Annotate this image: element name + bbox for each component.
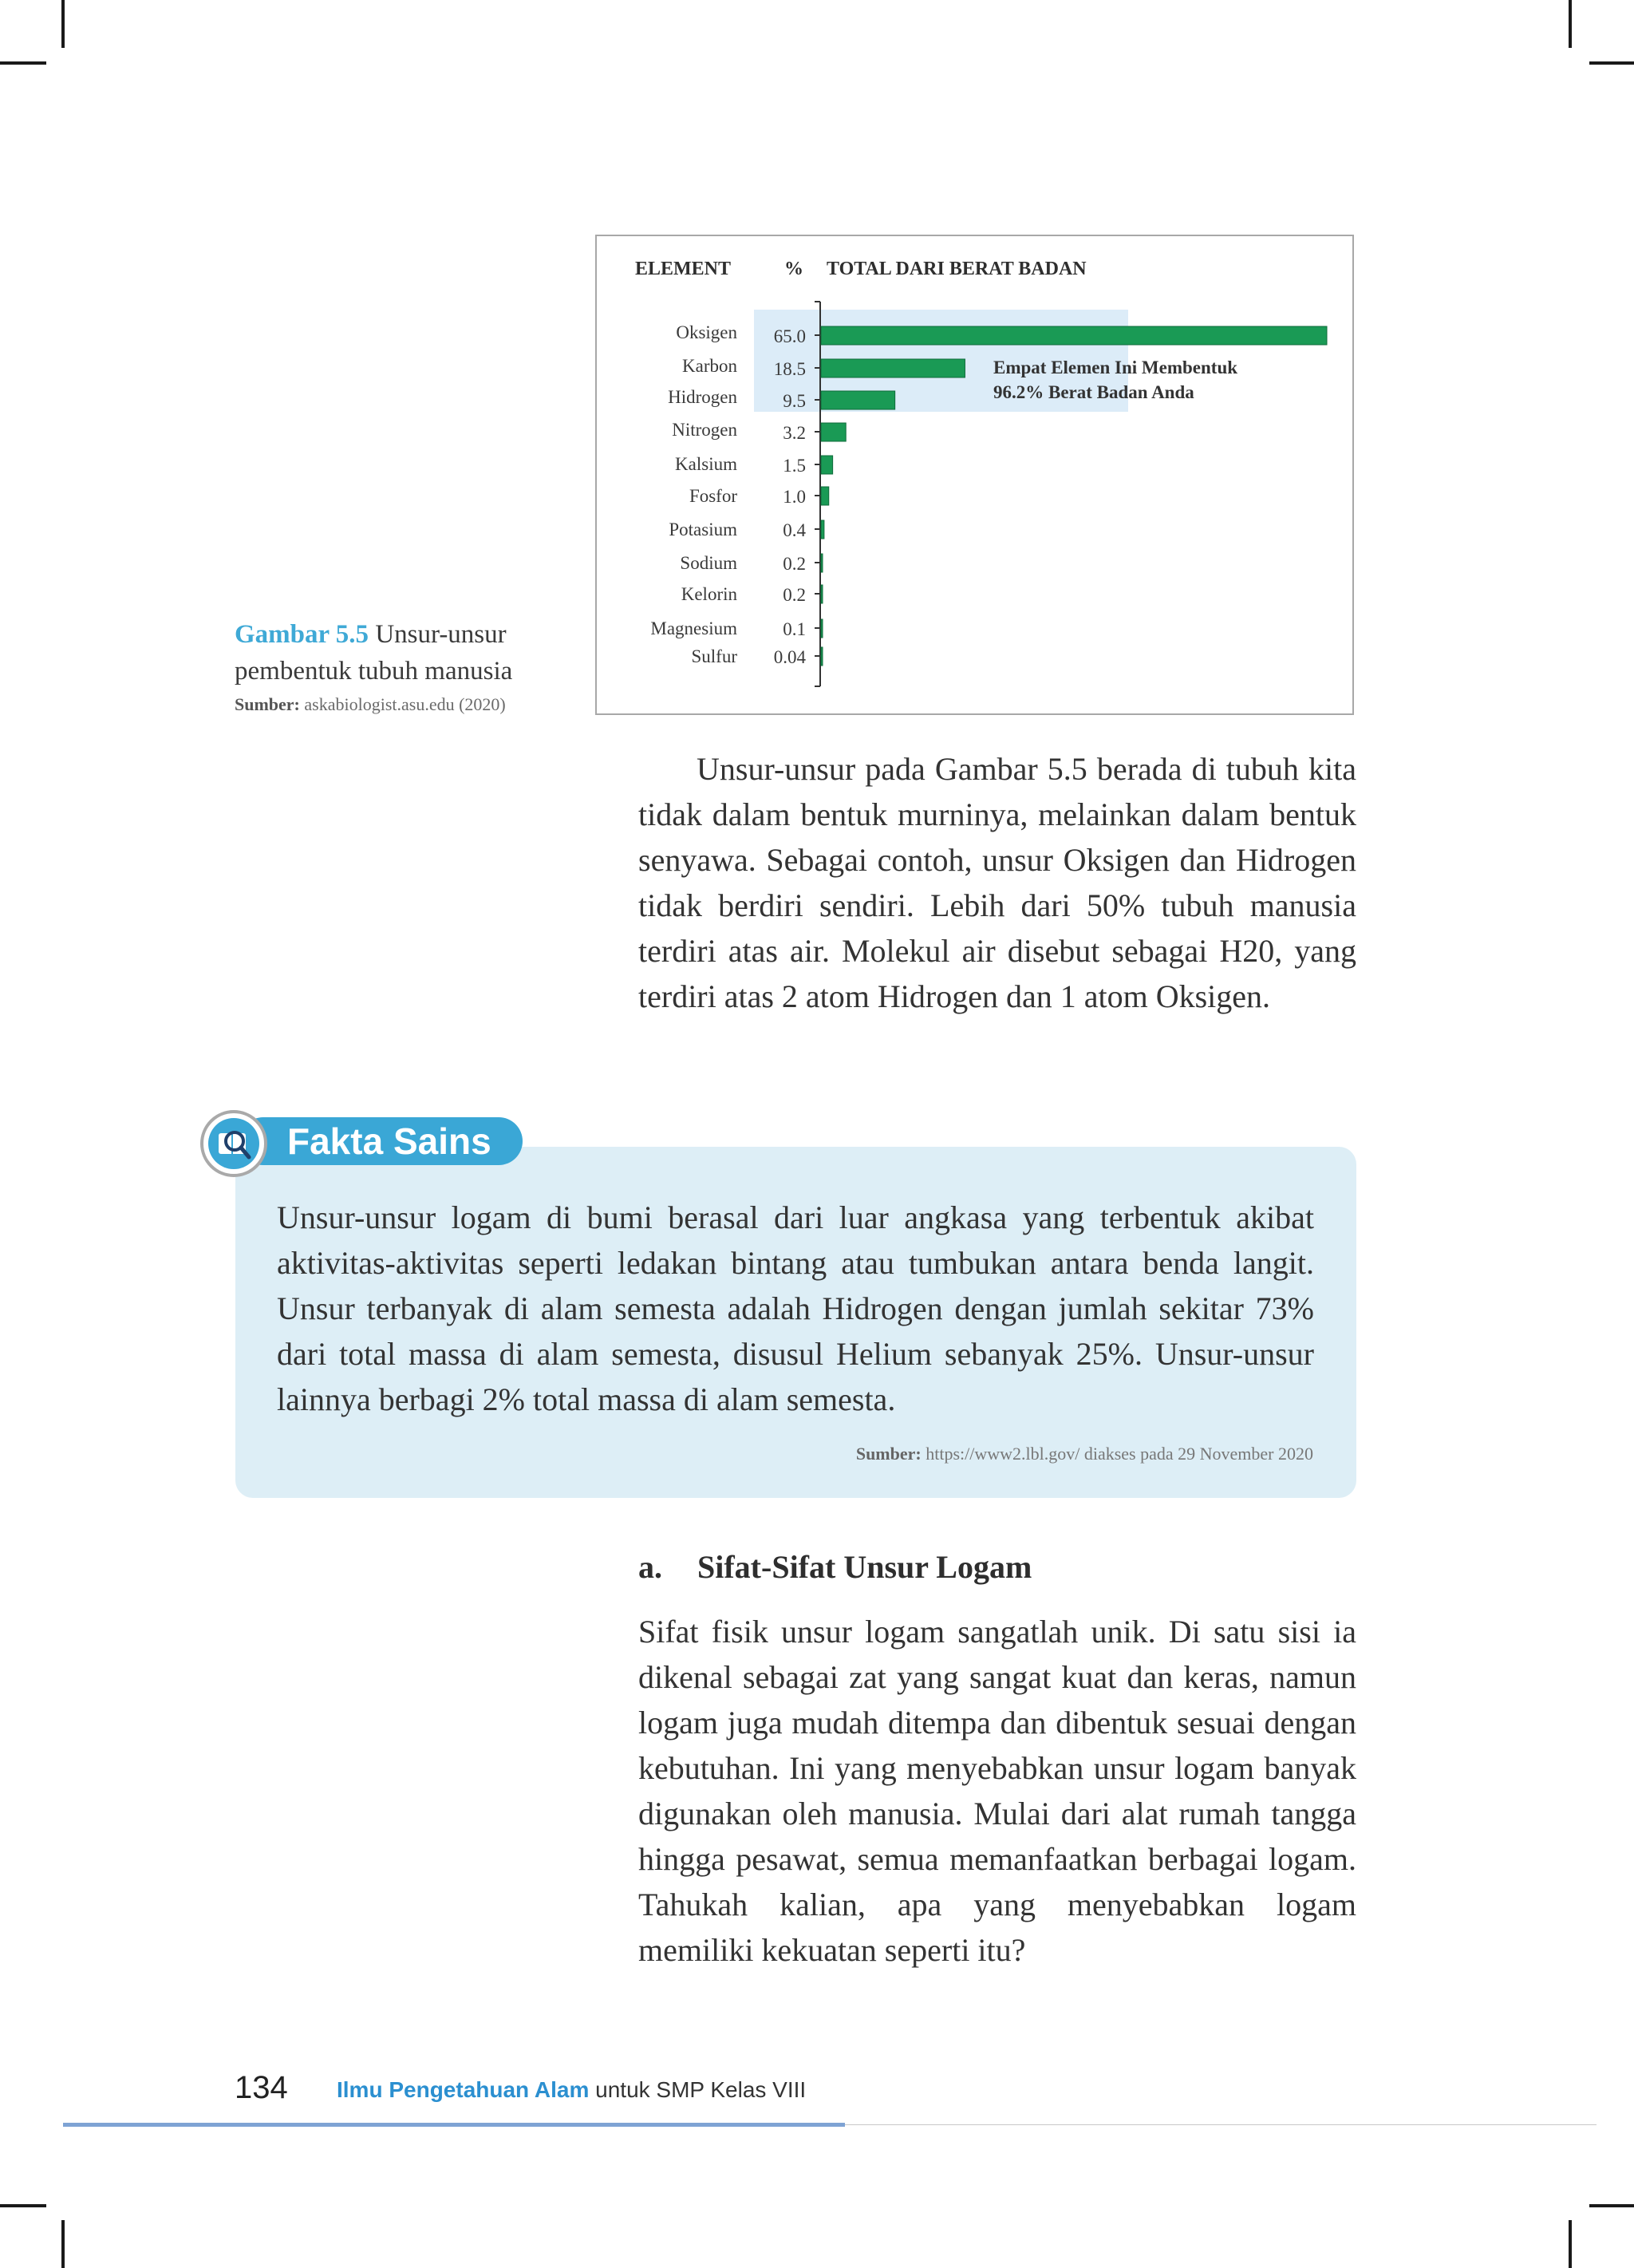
value-label: 0.04 bbox=[773, 647, 806, 667]
section-letter: a. bbox=[638, 1549, 662, 1585]
fakta-source-text: https://www2.lbl.gov/ diakses pada 29 November 2020 bbox=[921, 1444, 1313, 1464]
header-element: ELEMENT bbox=[635, 259, 732, 279]
crop-mark bbox=[1569, 0, 1572, 48]
highlight-note-line1: Empat Elemen Ini Membentuk bbox=[993, 358, 1238, 377]
page-number: 134 bbox=[235, 2070, 288, 2105]
value-label: 18.5 bbox=[773, 359, 806, 379]
caption-text-2: pembentuk tubuh manusia bbox=[235, 657, 513, 686]
bar bbox=[821, 326, 1327, 345]
value-label: 9.5 bbox=[783, 391, 806, 411]
bar bbox=[821, 423, 846, 441]
value-label: 1.5 bbox=[783, 456, 806, 476]
category-label: Fosfor bbox=[689, 486, 737, 506]
value-label: 0.1 bbox=[783, 619, 806, 639]
element-bar-chart bbox=[597, 236, 1356, 717]
fakta-sains-source bbox=[856, 1444, 1313, 1464]
category-label: Potasium bbox=[669, 520, 737, 539]
crop-mark bbox=[1589, 61, 1634, 65]
fakta-sains-box bbox=[235, 1147, 1356, 1498]
caption-number: Gambar 5.5 bbox=[235, 620, 369, 649]
footer-book-title bbox=[337, 2077, 806, 2103]
category-label: Hidrogen bbox=[668, 387, 737, 407]
value-label: 65.0 bbox=[773, 326, 806, 346]
fakta-source-label: Sumber: bbox=[855, 1444, 922, 1464]
value-label: 0.4 bbox=[783, 520, 806, 540]
header-total: TOTAL DARI BERAT BADAN bbox=[827, 259, 1087, 279]
section-title: Sifat-Sifat Unsur Logam bbox=[697, 1549, 1032, 1585]
bar bbox=[821, 456, 833, 474]
fakta-sains-title: Fakta Sains bbox=[287, 1120, 491, 1162]
crop-mark bbox=[1569, 2220, 1572, 2268]
fakta-sains-badge bbox=[199, 1109, 523, 1173]
bar bbox=[821, 359, 965, 377]
category-label: Kalsium bbox=[675, 454, 737, 474]
figure-chart-box bbox=[595, 235, 1354, 715]
crop-mark bbox=[61, 2220, 65, 2268]
category-label: Sodium bbox=[680, 553, 737, 573]
fakta-sains-text: Unsur-unsur logam di bumi berasal dari luar angkasa yang terbentuk akibat aktivitas-aktivitas seperti ledakan bintang atau tumbukan antara benda langit. Unsur terbanyak di alam semesta adalah Hidrogen dengan jumlah sekitar 73% dari total massa di alam semesta, disusul Helium sebanyak 25%. Unsur-unsur lainnya berbagi 2% total massa di alam semesta. bbox=[277, 1199, 1314, 1417]
caption-line-1 bbox=[235, 616, 570, 653]
highlight-note-line2: 96.2% Berat Badan Anda bbox=[993, 382, 1194, 402]
figure-caption bbox=[235, 616, 570, 715]
crop-mark bbox=[0, 2204, 46, 2207]
caption-text-1: Unsur-unsur bbox=[369, 620, 507, 649]
value-label: 0.2 bbox=[783, 554, 806, 574]
category-label: Kelorin bbox=[681, 584, 737, 604]
value-label: 1.0 bbox=[783, 487, 806, 507]
bar bbox=[821, 487, 829, 505]
section-heading bbox=[638, 1548, 1032, 1586]
crop-mark bbox=[61, 0, 65, 48]
value-label: 0.2 bbox=[783, 585, 806, 605]
bar bbox=[821, 647, 823, 666]
caption-source-text: askabiologist.asu.edu (2020) bbox=[299, 694, 506, 714]
value-label: 3.2 bbox=[783, 423, 806, 443]
category-label: Nitrogen bbox=[672, 420, 737, 440]
category-label: Karbon bbox=[682, 356, 737, 376]
caption-source-label: Sumber: bbox=[235, 694, 300, 714]
crop-mark bbox=[1589, 2204, 1634, 2207]
category-label: Oksigen bbox=[676, 322, 737, 342]
body-paragraph-1: Unsur-unsur pada Gambar 5.5 berada di tubuh kita tidak dalam bentuk murninya, melainkan dalam bentuk senyawa. Sebagai contoh, unsur Oksigen dan Hidrogen tidak berdiri sendiri. Lebih dari 50% tubuh manusia terdiri atas air. Molekul air disebut sebagai H20, yang terdiri atas 2 atom Hidrogen dan 1 atom Oksigen. bbox=[638, 751, 1356, 1014]
bar bbox=[821, 619, 823, 638]
footer-rule-thin bbox=[845, 2124, 1597, 2125]
category-label: Magnesium bbox=[650, 618, 737, 638]
magnifier-book-icon bbox=[199, 1109, 271, 1181]
caption-source bbox=[235, 694, 570, 715]
bar bbox=[821, 554, 823, 572]
bar bbox=[821, 585, 823, 603]
body-paragraph-2: Sifat fisik unsur logam sangatlah unik. Di satu sisi ia dikenal sebagai zat yang sangat kuat dan keras, namun logam juga mudah ditempa dan dibentuk sesuai dengan kebutuhan. Ini yang menyebabkan unsur logam banyak digunakan oleh manusia. Mulai dari alat rumah tangga hingga pesawat, semua memanfaatkan berbagai logam. Tahukah kalian, apa yang menyebabkan logam memiliki kekuatan seperti itu? bbox=[638, 1614, 1356, 1968]
category-label: Sulfur bbox=[691, 646, 737, 666]
bar bbox=[821, 520, 824, 539]
footer-title-rest: untuk SMP Kelas VIII bbox=[589, 2077, 807, 2102]
bar bbox=[821, 391, 895, 409]
crop-mark bbox=[0, 61, 46, 65]
header-percent: % bbox=[784, 259, 803, 279]
footer-rule bbox=[63, 2123, 845, 2127]
footer-title-bold: Ilmu Pengetahuan Alam bbox=[337, 2077, 590, 2102]
